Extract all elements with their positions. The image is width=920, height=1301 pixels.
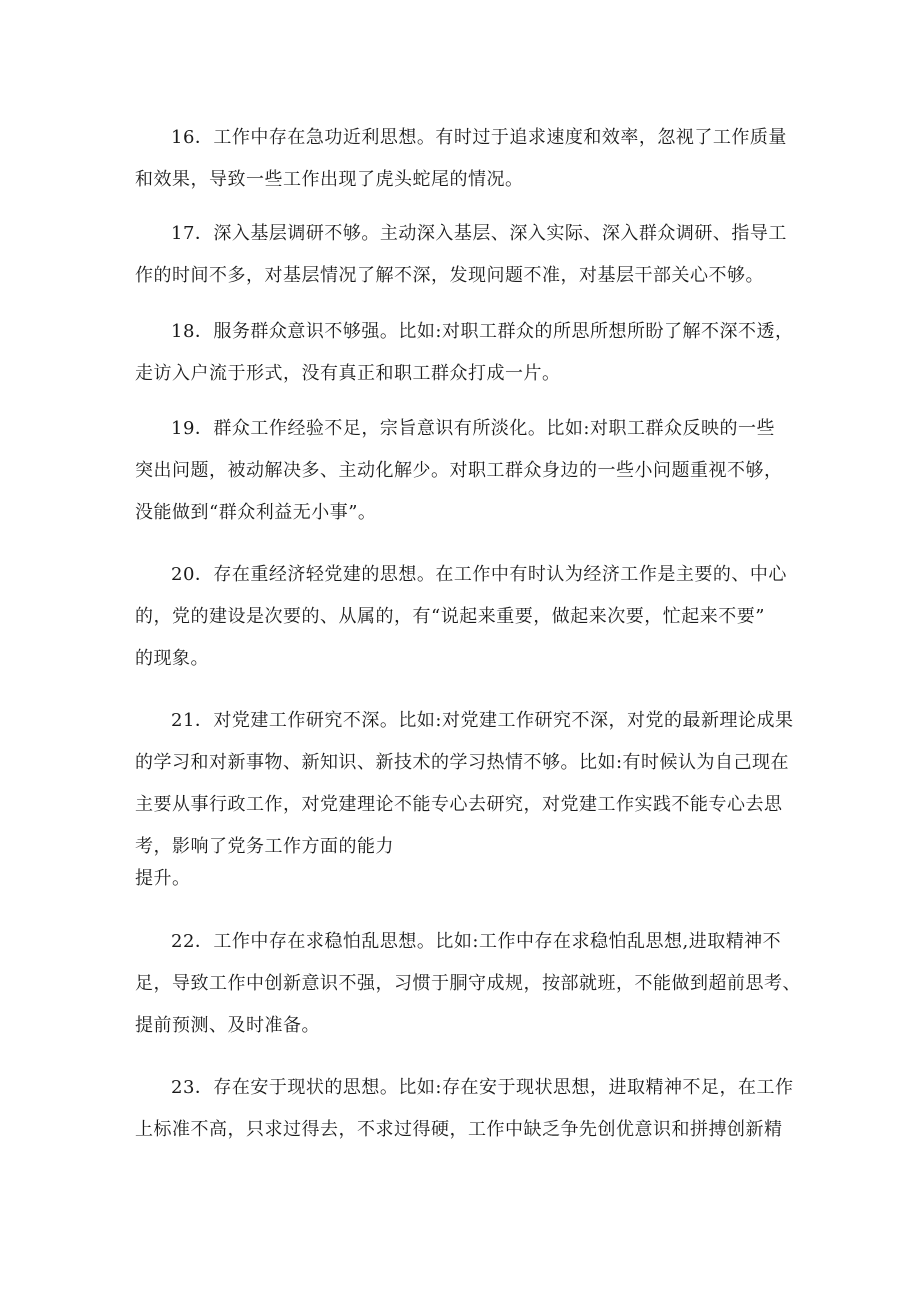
paragraph-line: 21．对党建工作研究不深。比如:对党建工作研究不深，对党的最新理论成果 bbox=[171, 710, 794, 731]
paragraph-line: 和效果，导致一些工作出现了虎头蛇尾的情况。 bbox=[135, 169, 524, 190]
paragraph-line: 22．工作中存在求稳怕乱思想。比如:工作中存在求稳怕乱思想,进取精神不 bbox=[171, 931, 782, 952]
paragraph-line: 17．深入基层调研不够。主动深入基层、深入实际、深入群众调研、指导工 bbox=[171, 223, 787, 244]
paragraph-line: 提升。 bbox=[135, 868, 191, 889]
paragraph-line: 19．群众工作经验不足，宗旨意识有所淡化。比如:对职工群众反映的一些 bbox=[171, 418, 775, 439]
paragraph-line: 16．工作中存在急功近利思想。有时过于追求速度和效率，忽视了工作质量 bbox=[171, 127, 787, 148]
paragraph-line: 走访入户流于形式，没有真正和职工群众打成一片。 bbox=[135, 363, 561, 384]
paragraph-line: 考，影响了党务工作方面的能力 bbox=[135, 836, 394, 857]
paragraph-line: 主要从事行政工作，对党建理论不能专心去研究，对党建工作实践不能专心去思 bbox=[135, 794, 783, 815]
paragraph-line: 作的时间不多，对基层情况了解不深，发现问题不准，对基层干部关心不够。 bbox=[135, 265, 764, 286]
paragraph-line: 23．存在安于现状的思想。比如:存在安于现状思想，进取精神不足，在工作 bbox=[171, 1077, 794, 1098]
paragraph-line: 20．存在重经济轻党建的思想。在工作中有时认为经济工作是主要的、中心 bbox=[171, 564, 787, 585]
paragraph-18 bbox=[135, 311, 795, 395]
paragraph-line: 没能做到“群众利益无小事”。 bbox=[135, 502, 377, 523]
paragraph-23 bbox=[135, 1067, 795, 1151]
paragraph-16 bbox=[135, 117, 795, 201]
paragraph-20 bbox=[135, 554, 795, 680]
paragraph-line: 提前预测、及时准备。 bbox=[135, 1015, 320, 1036]
paragraph-line: 的现象。 bbox=[135, 648, 209, 669]
paragraph-line: 18．服务群众意识不够强。比如:对职工群众的所思所想所盼了解不深不透， bbox=[171, 321, 794, 342]
paragraph-line: 突出问题，被动解决多、主动化解少。对职工群众身边的一些小问题重视不够， bbox=[135, 460, 783, 481]
paragraph-line: 足，导致工作中创新意识不强，习惯于胴守成规，按部就班，不能做到超前思考、 bbox=[135, 973, 801, 994]
paragraph-line: 的，党的建设是次要的、从属的，有“说起来重要，做起来次要，忙起来不要” bbox=[135, 606, 765, 627]
paragraph-line: 上标准不高，只求过得去，不求过得硬，工作中缺乏争先创优意识和拼搏创新精 bbox=[135, 1119, 783, 1140]
paragraph-22 bbox=[135, 921, 801, 1047]
paragraph-line: 的学习和对新事物、新知识、新技术的学习热情不够。比如:有时候认为自己现在 bbox=[135, 752, 790, 773]
paragraph-17 bbox=[135, 213, 795, 297]
paragraph-19 bbox=[135, 408, 795, 534]
paragraph-21 bbox=[135, 700, 795, 890]
